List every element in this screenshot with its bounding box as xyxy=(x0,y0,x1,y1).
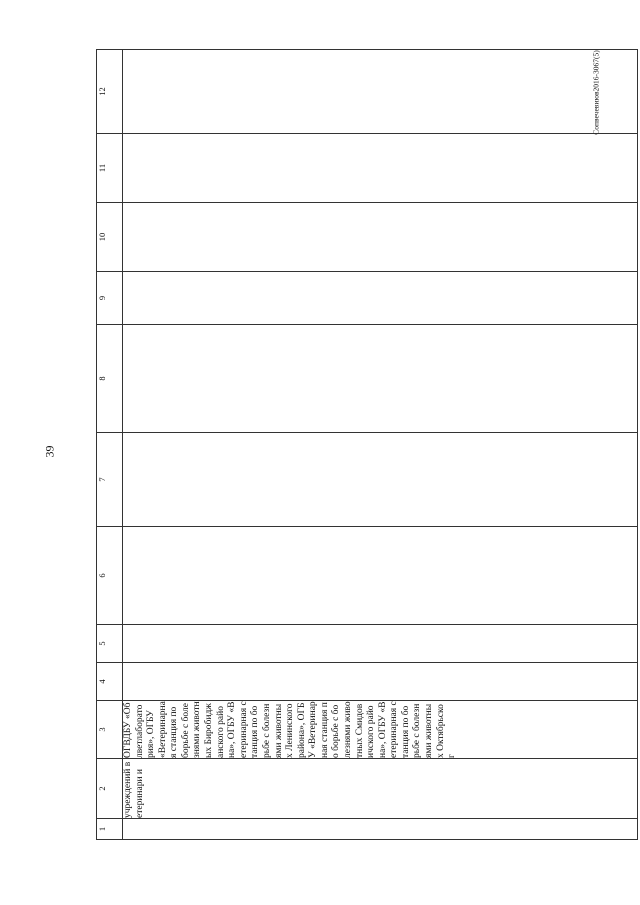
cell-col-2: учреждений ветеринари и xyxy=(123,759,638,819)
header-col-5: 5 xyxy=(97,625,123,663)
cell-col-1 xyxy=(123,819,638,840)
table-container xyxy=(96,50,638,840)
header-col-9: 9 xyxy=(97,272,123,325)
header-col-3: 3 xyxy=(97,701,123,759)
cell-col-10 xyxy=(123,203,638,272)
footer-code: Сопвечевиюв2016-3067(5) xyxy=(591,50,601,135)
header-col-4: 4 xyxy=(97,663,123,701)
header-col-1: 1 xyxy=(97,819,123,840)
cell-col-4 xyxy=(123,663,638,701)
cell-col-11 xyxy=(123,134,638,203)
header-col-8: 8 xyxy=(97,325,123,433)
document-table xyxy=(96,49,638,840)
cell-col-5 xyxy=(123,625,638,663)
cell-col-7 xyxy=(123,433,638,527)
cell-col-3: ОГВДБУ «Облветлаборатория», ОГБУ «Ветеринарная станция по борьбе с болезнями животных Биробиджанского района», ОГБУ «Ветеринарная станция по борьбе с болезнями животных Ленинского района», ОГБУ «Ветеринарная станция по борьбе с болезнями животных Смидовичского района», ОГБУ «Ветеринарная станция по борьбе с болезнями животных Октябрьског xyxy=(123,701,638,759)
cell-col-8 xyxy=(123,325,638,433)
header-col-11: 11 xyxy=(97,134,123,203)
cell-col-6 xyxy=(123,527,638,625)
header-col-6: 6 xyxy=(97,527,123,625)
cell-col-12 xyxy=(123,50,638,134)
cell-col-9 xyxy=(123,272,638,325)
table-row xyxy=(123,50,638,840)
header-col-2: 2 xyxy=(97,759,123,819)
header-col-12: 12 xyxy=(97,50,123,134)
page-number: 39 xyxy=(42,445,57,458)
header-col-10: 10 xyxy=(97,203,123,272)
header-col-7: 7 xyxy=(97,433,123,527)
header-row xyxy=(97,50,123,840)
